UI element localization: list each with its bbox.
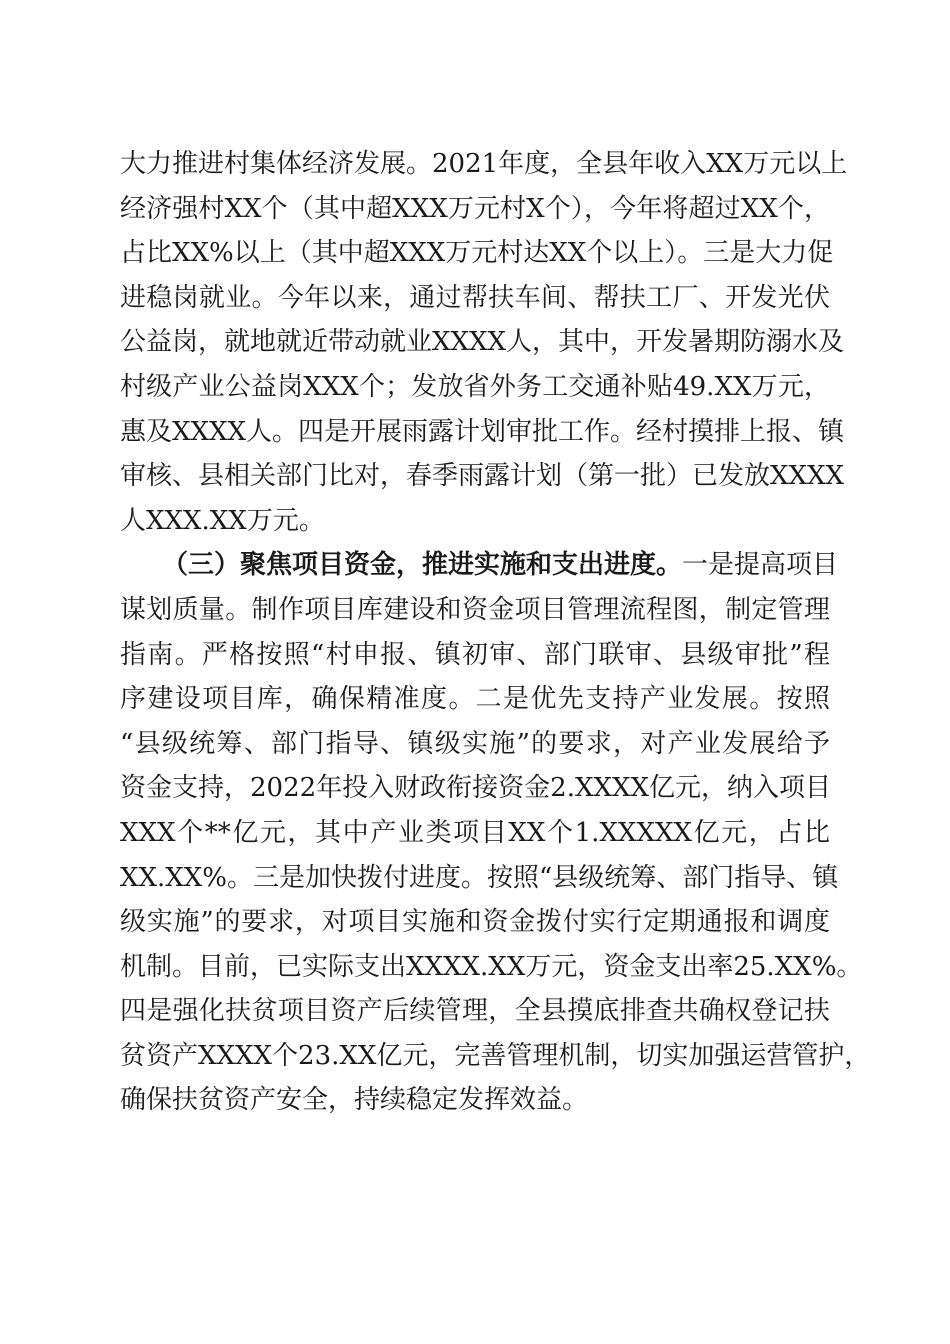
paragraph-line: “县级统筹、部门指导、镇级实施”的要求，对产业发展给予 xyxy=(120,728,830,759)
paragraph-line: 村级产业公益岗XXX个；发放省外务工交通补贴49.XX万元， xyxy=(120,371,830,402)
paragraph-line: 进稳岗就业。今年以来，通过帮扶车间、帮扶工厂、开发光伏 xyxy=(120,282,830,313)
paragraph-line: XXX个**亿元，其中产业类项目XX个1.XXXXX亿元，占比 xyxy=(120,817,830,848)
paragraph-first-line xyxy=(120,543,839,588)
document-body xyxy=(120,142,871,1123)
paragraph-line: 人XXX.XX万元。 xyxy=(120,505,325,536)
paragraph-line: 机制。目前，已实际支出XXXX.XX万元，资金支出率25.XX%。 xyxy=(120,951,863,982)
paragraph-line: 指南。严格按照“村申报、镇初审、部门联审、县级审批”程 xyxy=(120,639,830,670)
paragraph-line: 序建设项目库，确保精准度。二是优先支持产业发展。按照 xyxy=(120,684,830,715)
paragraph-line: XX.XX%。三是加快拨付进度。按照“县级统筹、部门指导、镇 xyxy=(120,862,839,893)
paragraph-line: 大力推进村集体经济发展。2021年度，全县年收入XX万元以上 xyxy=(120,149,848,179)
paragraph-line: 资金支持，2022年投入财政衔接资金2.XXXX亿元，纳入项目 xyxy=(120,773,832,804)
paragraph-village-economy xyxy=(120,142,848,543)
paragraph-line: 惠及XXXX人。四是开展雨露计划审批工作。经村摸排上报、镇 xyxy=(120,416,845,447)
paragraph-line: 贫资产XXXX个23.XX亿元，完善管理机制，切实加强运营管护， xyxy=(120,1040,871,1071)
paragraph-line: 级实施”的要求，对项目实施和资金拨付实行定期通报和调度 xyxy=(120,907,830,938)
paragraph-project-funds xyxy=(120,543,871,1123)
paragraph-line: 确保扶贫资产安全，持续稳定发挥效益。 xyxy=(120,1085,589,1116)
paragraph-line-rest: 一是提高项目 xyxy=(682,550,839,581)
paragraph-line: 公益岗，就地就近带动就业XXXX人，其中，开发暑期防溺水及 xyxy=(120,327,845,358)
section-heading: （三）聚焦项目资金，推进实施和支出进度。 xyxy=(162,550,683,581)
paragraph-line: 谋划质量。制作项目库建设和资金项目管理流程图，制定管理 xyxy=(120,594,830,625)
paragraph-line: 经济强村XX个（其中超XXX万元村X个），今年将超过XX个， xyxy=(120,193,830,224)
paragraph-line: 审核、县相关部门比对，春季雨露计划（第一批）已发放XXXX xyxy=(120,461,845,492)
paragraph-line: 占比XX%以上（其中超XXX万元村达XX个以上）。三是大力促 xyxy=(120,238,834,269)
paragraph-line: 四是强化扶贫项目资产后续管理，全县摸底排查共确权登记扶 xyxy=(120,996,830,1027)
